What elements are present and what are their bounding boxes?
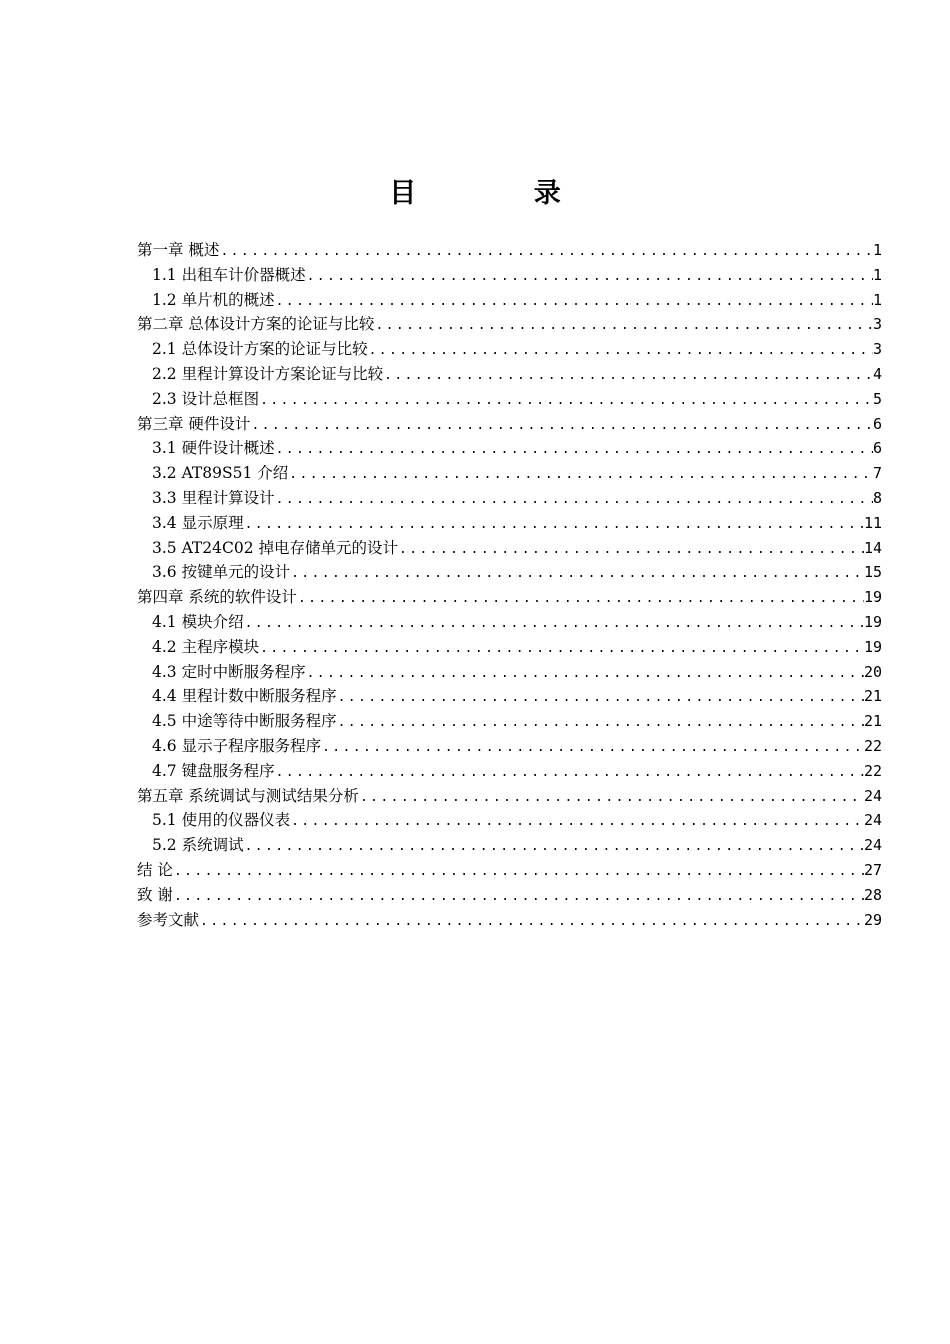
toc-entry [137, 684, 882, 709]
toc-entry-label: 参考文献 [137, 910, 200, 929]
toc-entry-label: 3.6 按键单元的设计 [152, 563, 291, 582]
toc-leader-dots [219, 240, 873, 263]
toc-leader-dots [290, 810, 864, 833]
toc-leader-dots [275, 488, 873, 511]
toc-entry [137, 511, 882, 536]
toc-entry-page-number: 6 [872, 414, 882, 433]
toc-leader-dots [244, 513, 864, 536]
toc-entry [137, 263, 882, 288]
toc-entry-label: 3.3 里程计算设计 [152, 488, 275, 507]
toc-leader-dots [398, 538, 864, 561]
toc-entry [137, 908, 882, 933]
toc-entry-label: 1.1 出租车计价器概述 [152, 265, 306, 284]
toc-leader-dots [290, 562, 864, 585]
toc-leader-dots [275, 438, 873, 461]
toc-entry-label: 4.5 中途等待中断服务程序 [152, 712, 337, 731]
toc-leader-dots [259, 637, 864, 660]
toc-entry [137, 238, 882, 263]
toc-entry-label: 3.5 AT24C02 掉电存储单元的设计 [152, 538, 398, 557]
toc-entry-page-number: 6 [872, 439, 882, 458]
toc-leader-dots [173, 885, 864, 908]
toc-entry [137, 412, 882, 437]
toc-entry [137, 635, 882, 660]
toc-entry [137, 387, 882, 412]
toc-entry-label: 第四章 系统的软件设计 [137, 588, 297, 607]
toc-entry-label: 4.1 模块介绍 [152, 612, 244, 631]
toc-title: 目 录 [389, 178, 615, 209]
toc-entry-label: 第五章 系统调试与测试结果分析 [137, 786, 359, 805]
toc-entry-page-number: 19 [863, 612, 882, 631]
toc-entry [137, 709, 882, 734]
toc-entry-page-number: 11 [863, 513, 882, 532]
toc-entry-label: 4.4 里程计数中断服务程序 [152, 687, 337, 706]
toc-entry-page-number: 14 [863, 538, 882, 557]
toc-entry-label: 4.3 定时中断服务程序 [152, 662, 306, 681]
toc-entry-page-number: 1 [872, 241, 882, 259]
toc-entry [137, 808, 882, 833]
toc-entry [137, 759, 882, 784]
toc-entry-label: 第三章 硬件设计 [137, 414, 251, 433]
toc-entry [137, 784, 882, 809]
toc-entry-label: 3.1 硬件设计概述 [152, 439, 275, 458]
toc-entry [137, 536, 882, 561]
toc-entry [137, 288, 882, 313]
toc-entry [137, 312, 882, 337]
toc-leader-dots [306, 662, 864, 685]
toc-entry-page-number: 28 [863, 885, 882, 904]
toc-leader-dots [199, 910, 864, 933]
toc-entry-page-number: 22 [863, 736, 882, 755]
toc-entry-label: 1.2 单片机的概述 [152, 290, 275, 309]
toc-entry-page-number: 24 [863, 836, 882, 855]
toc-entry-page-number: 1 [872, 290, 882, 309]
toc-leader-dots [321, 736, 864, 759]
toc-entry-label: 5.1 使用的仪器仪表 [152, 811, 291, 830]
toc-entry-page-number: 8 [872, 488, 882, 507]
toc-leader-dots [250, 414, 873, 437]
toc-entry-page-number: 22 [863, 761, 882, 780]
toc-entry-page-number: 4 [872, 364, 882, 383]
toc-leader-dots [275, 761, 864, 784]
toc-entry [137, 436, 882, 461]
toc-entry-page-number: 24 [863, 811, 882, 830]
toc-leader-dots [259, 389, 873, 412]
toc-entry [137, 833, 882, 858]
toc-leader-dots [275, 290, 873, 313]
toc-entry [137, 585, 882, 610]
toc-entry-page-number: 21 [863, 687, 882, 706]
toc-entry-page-number: 21 [863, 712, 882, 731]
toc-entry-page-number: 24 [863, 786, 882, 805]
toc-entry-page-number: 27 [863, 860, 882, 879]
toc-leader-dots [244, 835, 864, 858]
toc-entry-page-number: 5 [872, 389, 882, 408]
toc-leader-dots [359, 786, 864, 809]
toc-entry-label: 4.2 主程序模块 [152, 637, 260, 656]
toc-entry-page-number: 3 [872, 340, 882, 359]
toc-entry [137, 362, 882, 387]
toc-leader-dots [374, 314, 873, 337]
toc-entry-label: 4.7 键盘服务程序 [152, 761, 275, 780]
toc-leader-dots [173, 860, 864, 883]
toc-entry-label: 第一章 概述 [137, 241, 220, 259]
toc-entry-label: 5.2 系统调试 [152, 836, 244, 855]
toc-entry-page-number: 15 [863, 563, 882, 582]
toc-entry-label: 3.4 显示原理 [152, 513, 244, 532]
toc-leader-dots [337, 686, 864, 709]
table-of-contents [137, 238, 882, 932]
toc-leader-dots [288, 463, 873, 486]
toc-entry [137, 883, 882, 908]
toc-entry-page-number: 19 [863, 588, 882, 607]
toc-entry [137, 337, 882, 362]
toc-entry [137, 610, 882, 635]
toc-entry-page-number: 7 [872, 464, 882, 483]
toc-entry-label: 2.3 设计总框图 [152, 389, 260, 408]
toc-entry [137, 734, 882, 759]
toc-leader-dots [306, 265, 873, 288]
toc-entry [137, 560, 882, 585]
toc-entry-label: 第二章 总体设计方案的论证与比较 [137, 315, 375, 334]
toc-entry-page-number: 29 [863, 910, 882, 929]
toc-entry-page-number: 3 [872, 315, 882, 334]
toc-leader-dots [244, 612, 864, 635]
toc-entry-label: 4.6 显示子程序服务程序 [152, 736, 322, 755]
toc-entry-page-number: 1 [872, 265, 882, 284]
toc-entry-label: 2.1 总体设计方案的论证与比较 [152, 340, 368, 359]
toc-entry-page-number: 20 [863, 662, 882, 681]
toc-entry-label: 结 论 [137, 860, 173, 879]
toc-entry-label: 2.2 里程计算设计方案论证与比较 [152, 364, 384, 383]
toc-entry-label: 致 谢 [137, 885, 173, 904]
toc-leader-dots [337, 711, 864, 734]
toc-leader-dots [383, 364, 873, 387]
toc-leader-dots [368, 339, 873, 362]
toc-entry [137, 660, 882, 685]
toc-entry-page-number: 19 [863, 637, 882, 656]
toc-entry-label: 3.2 AT89S51 介绍 [152, 464, 289, 483]
toc-entry [137, 461, 882, 486]
toc-leader-dots [297, 587, 864, 610]
toc-entry [137, 858, 882, 883]
toc-entry [137, 486, 882, 511]
